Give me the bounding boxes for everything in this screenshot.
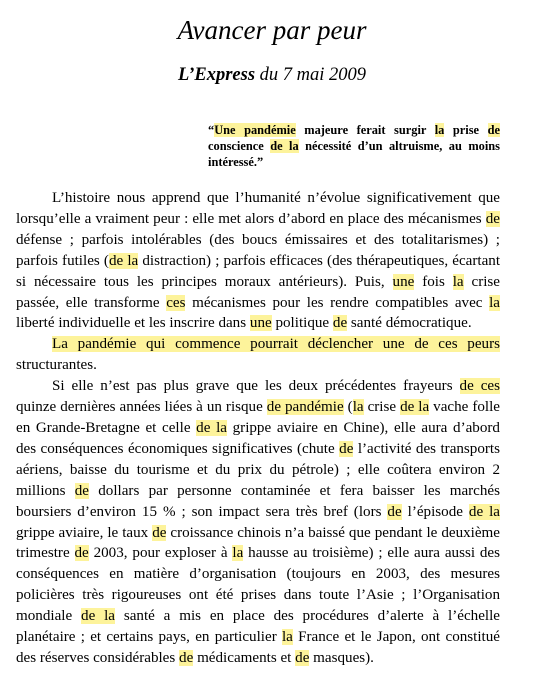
highlighted-text: la (232, 545, 244, 562)
highlighted-text: de (152, 524, 167, 541)
highlighted-text: ces (166, 294, 186, 311)
highlighted-text: de (487, 123, 500, 137)
text-run: structurantes. (16, 357, 97, 374)
text-run: masques). (309, 649, 374, 666)
highlighted-text: Une pandémie (214, 123, 296, 137)
highlighted-text: de la (400, 399, 430, 416)
text-run: grippe aviaire en Chine), elle aura d’abord des conséquences économiques significatives (chute (16, 419, 500, 457)
text-run: mécanismes pour les rendre compatibles avec (185, 294, 490, 311)
text-run: L’histoire nous apprend que l’humanité n’évolue significativement que lorsqu’elle a vraiment peur : elle met alors d’abord en place des mécanismes (16, 190, 500, 227)
highlighted-text: une (249, 315, 272, 332)
text-run: fois (414, 273, 453, 290)
article-body (16, 188, 500, 669)
article-source (0, 64, 544, 86)
text-run: défense ; parfois intolérables (des boucs émissaires et des totalitarismes) ; parfois futiles ( (16, 231, 500, 269)
highlighted-text: la (281, 629, 293, 646)
text-run: crise (363, 399, 401, 416)
publication-name: L’Express (177, 65, 256, 85)
text-run: vache folle en Grande-Bretagne et celle (16, 399, 500, 436)
highlighted-text: de (339, 440, 354, 457)
text-run: croissance chinois n’a baissé que pendant le deuxième trimestre (16, 524, 500, 562)
highlighted-text: la (489, 294, 500, 311)
highlighted-text: de (485, 210, 500, 227)
text-run: hausse au troisième) ; elle aura aussi des conséquences en matière d’organisation (toujours en 2003, des mesures policières très rigoureuses ont été prises dans toute l’Asie ; l’Organisation mondiale (16, 545, 500, 625)
highlighted-text: de ces (459, 378, 500, 395)
highlighted-text: de la (270, 139, 299, 153)
highlighted-text: de (74, 482, 89, 499)
highlighted-text: une (392, 273, 415, 290)
text-run: santé a mis en place des procédures d’alerte à l’échelle planétaire ; et certains pays, en particulier (16, 608, 501, 646)
text-run: politique (271, 315, 333, 332)
highlighted-text: de (387, 503, 402, 520)
text-run: prise (444, 123, 488, 137)
text-run: quinze dernières années liées à un risque (16, 399, 267, 416)
text-run: l’épisode (401, 503, 469, 520)
highlighted-text: la (434, 123, 445, 137)
highlighted-text: de (332, 315, 348, 332)
text-run: distraction) ; parfois efficaces (des thérapeutiques, écartant si nécessaire tous les principes moraux antérieurs). Puis, (16, 252, 501, 290)
pull-quote (208, 122, 500, 170)
text-run: Si elle n’est pas plus grave que les deux précédentes frayeurs (52, 378, 460, 395)
highlighted-text: de pandémie (266, 399, 344, 416)
highlighted-text: de la (468, 503, 500, 520)
text-run: liberté individuelle et les inscrire dans (16, 315, 250, 332)
text-run: santé démocratique. (347, 315, 472, 332)
highlighted-text: La pandémie qui commence pourrait déclencher une de ces peurs (52, 336, 500, 353)
text-run: conscience (208, 139, 271, 153)
paragraph (16, 334, 500, 376)
text-run: majeure ferait surgir (295, 123, 435, 137)
text-run: “ (208, 123, 215, 137)
text-run: ( (343, 399, 353, 416)
text-run: grippe aviaire, le taux (16, 524, 153, 541)
text-run: médicaments et (193, 649, 296, 666)
highlighted-text: de la (81, 608, 115, 625)
article-title: Avancer par peur (177, 15, 367, 45)
highlighted-text: de (74, 545, 89, 562)
text-run: l’activité des transports aériens, baisse du tourisme et du prix du pétrole) ; elle coûtera environ 2 millions (16, 440, 500, 499)
text-run: France et le Japon, ont constitué des réserves considérables (16, 629, 500, 666)
paragraph (16, 376, 500, 669)
highlighted-text: de la (108, 252, 139, 269)
text-run: 2003, pour exploser à (88, 545, 233, 562)
paragraph (16, 188, 500, 334)
highlighted-text: de la (196, 419, 227, 436)
text-run: nécessité d’un altruisme, au moins intéressé.” (208, 139, 500, 169)
highlighted-text: de (295, 649, 310, 666)
text-run: dollars par personne contaminée et fera baisser les marchés boursiers d’environ 15 % ; son impact sera très bref (lors (16, 482, 500, 520)
publication-date: du 7 mai 2009 (255, 65, 367, 85)
highlighted-text: de (179, 649, 194, 666)
highlighted-text: la (452, 273, 464, 290)
highlighted-text: la (352, 399, 364, 416)
text-run: crise passée, elle transforme (16, 273, 500, 311)
